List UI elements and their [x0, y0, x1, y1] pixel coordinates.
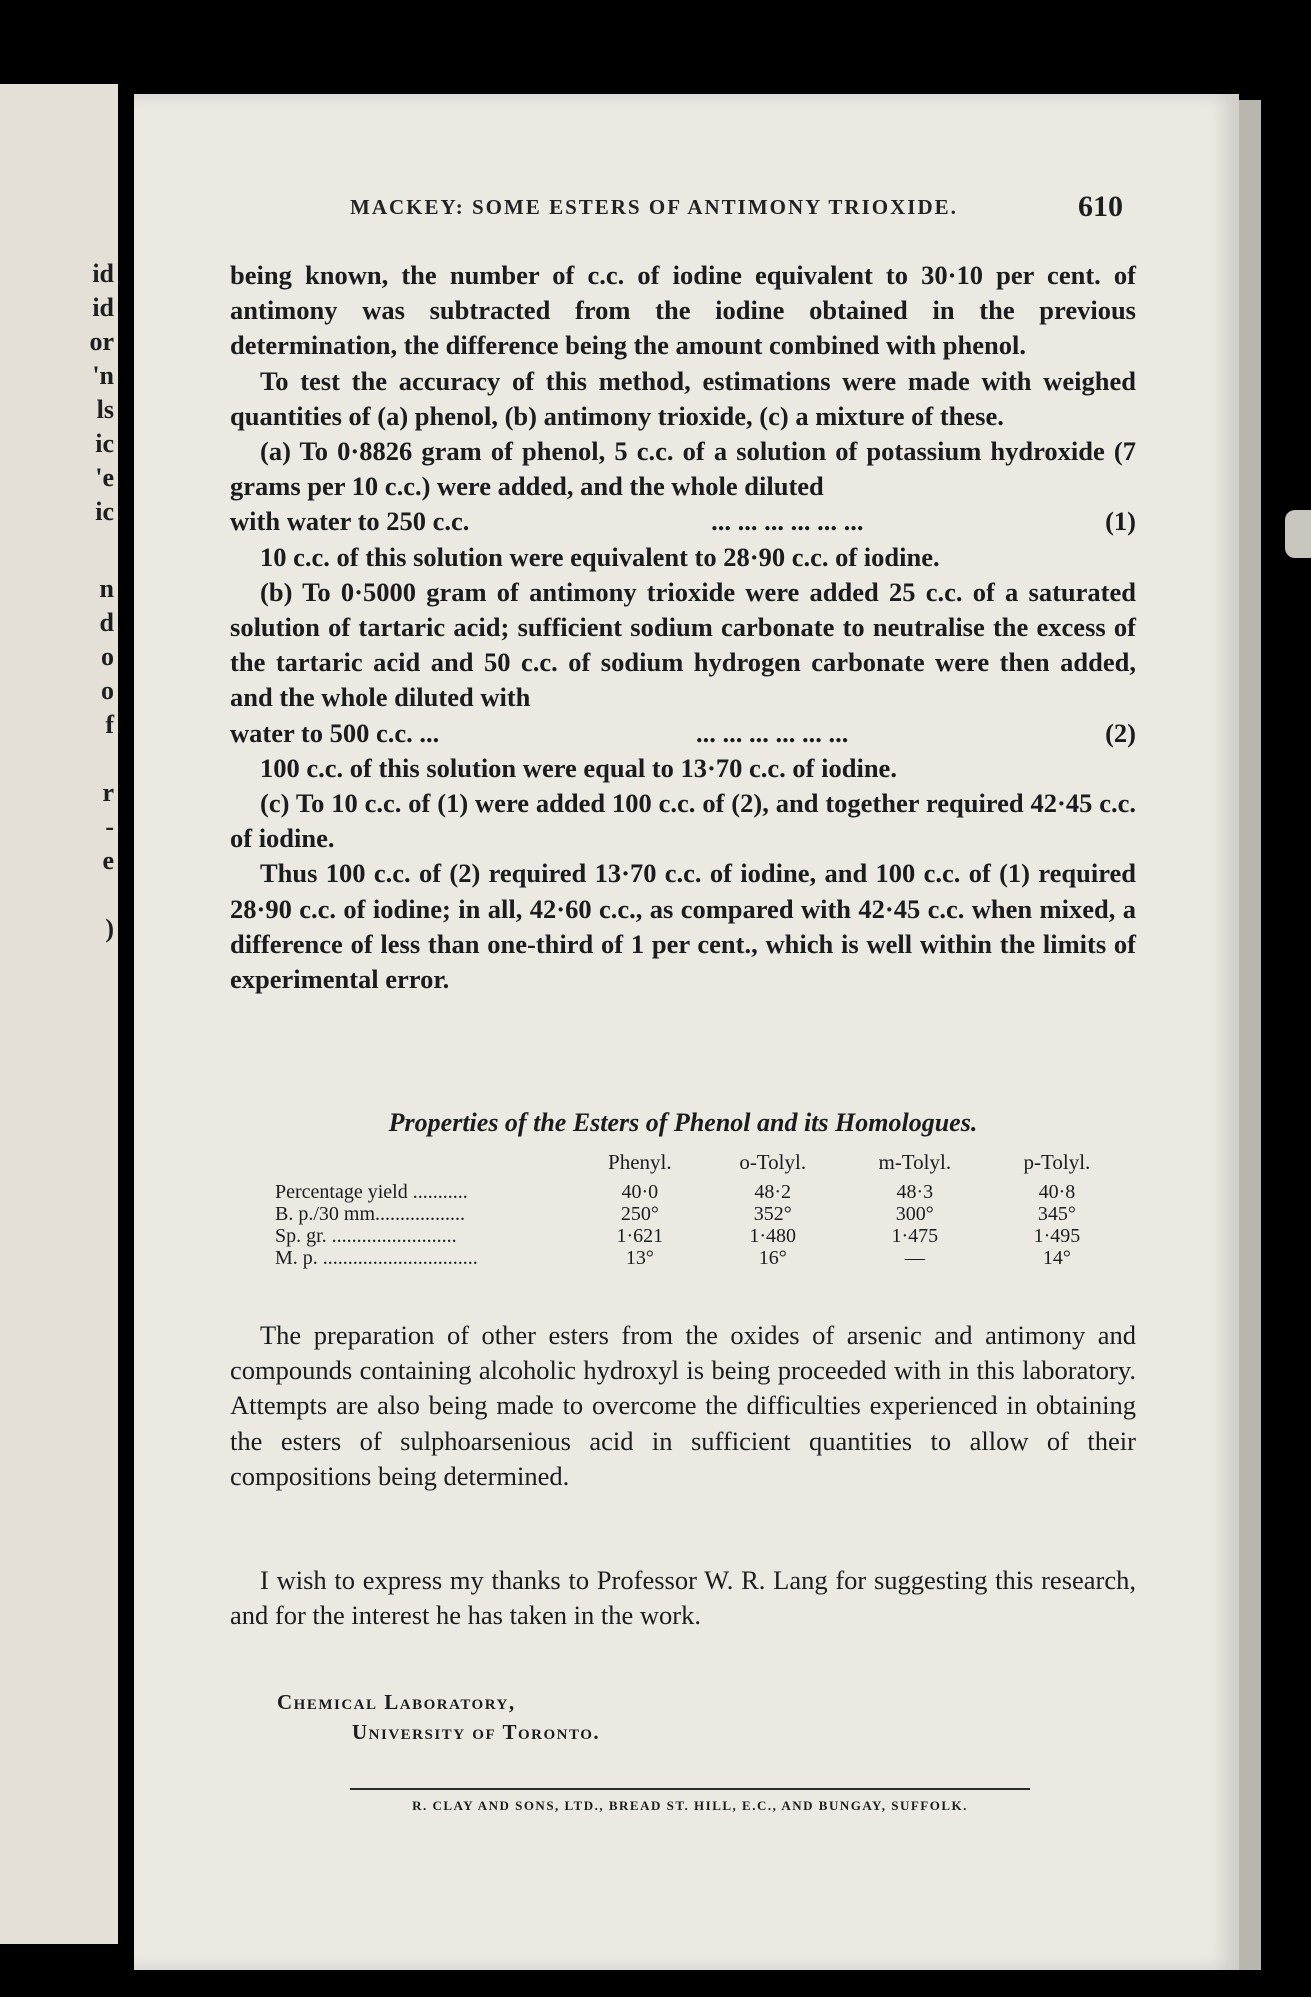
equation-line: [230, 716, 1136, 751]
table-cell: 13°: [625, 1247, 654, 1269]
facing-fragment: f: [105, 710, 114, 739]
facing-page-edge: [0, 84, 118, 1944]
table-cell: 345°: [1037, 1203, 1076, 1225]
paragraph: (b) To 0·5000 gram of antimony trioxide were added 25 c.c. of a saturated solution of tartaric acid; sufficient sodium carbonate to neutralise the excess of the tartaric acid and 50 c.c. of sodium hydrogen carbonate were then added, and the whole diluted with: [230, 576, 1136, 713]
paragraph: 10 c.c. of this solution were equivalent to 28·90 c.c. of iodine.: [260, 541, 940, 572]
printer-imprint: R. CLAY AND SONS, LTD., BREAD ST. HILL, E.C., AND BUNGAY, SUFFOLK.: [412, 1798, 968, 1813]
leader-dots: ... ... ... ... ... ...: [695, 717, 849, 748]
column-header: m-Tolyl.: [878, 1150, 952, 1174]
column-header: Phenyl.: [608, 1150, 672, 1174]
column-header: o-Tolyl.: [739, 1150, 807, 1174]
facing-fragment: ic: [95, 497, 114, 526]
affiliation-line-2: University of Toronto.: [352, 1720, 601, 1744]
table-cell: 1·475: [891, 1225, 939, 1247]
paragraph: Thus 100 c.c. of (2) required 13·70 c.c. of iodine, and 100 c.c. of (1) required 28·90 c.c. of iodine; in all, 42·60 c.c., as compared with 42·45 c.c. when mixed, a difference of less than one-third of 1 per cent., which is well within the limits of experimental error.: [230, 858, 1136, 995]
row-label: Sp. gr. .........................: [275, 1225, 457, 1247]
facing-fragment: ): [105, 914, 114, 943]
table-corner: [275, 1150, 575, 1181]
footer-rule: [350, 1788, 1030, 1790]
table-cell: 1·495: [1033, 1225, 1081, 1247]
acknowledgement-text: [230, 1563, 1136, 1633]
equation-line: [230, 504, 1136, 539]
running-head: MACKEY: SOME ESTERS OF ANTIMONY TRIOXIDE.: [350, 195, 958, 219]
facing-fragment: e: [102, 846, 114, 875]
paragraph: I wish to express my thanks to Professor W. R. Lang for suggesting this research, and for the interest he has taken in the work.: [230, 1565, 1136, 1631]
facing-fragment: r: [102, 778, 114, 807]
table-cell: 40·8: [1038, 1181, 1076, 1203]
row-label: Percentage yield ...........: [275, 1181, 468, 1203]
table-cell: 48·3: [896, 1181, 934, 1203]
table-cell: 16°: [758, 1247, 787, 1269]
table-cell: —: [904, 1247, 925, 1269]
paragraph: The preparation of other esters from the oxides of arsenic and antimony and compounds containing alcoholic hydroxyl is being proceeded with in this laboratory. Attempts are also being made to overcome the difficulties experienced in obtaining the esters of sulphoarsenious acid in sufficient quantities to allow of their compositions being determined.: [230, 1320, 1136, 1491]
paragraph: 100 c.c. of this solution were equal to 13·70 c.c. of iodine.: [260, 752, 897, 783]
properties-table: [275, 1150, 1125, 1269]
affiliation-line-1: Chemical Laboratory,: [277, 1690, 516, 1714]
facing-fragment: id: [92, 259, 114, 288]
table-cell: 300°: [895, 1203, 934, 1225]
table-cell: 1·621: [616, 1225, 664, 1247]
facing-fragment: or: [89, 327, 114, 356]
row-label: B. p./30 mm..................: [275, 1203, 466, 1225]
table-cell: 1·480: [749, 1225, 797, 1247]
table-row: [275, 1181, 1125, 1203]
paragraph: (a) To 0·8826 gram of phenol, 5 c.c. of a solution of potassium hydroxide (7 grams per 10 c.c.) were added, and the whole diluted: [230, 436, 1136, 502]
facing-fragment: o: [101, 676, 114, 705]
facing-fragment: 'n: [92, 361, 114, 390]
page-edge-shadow: [1239, 100, 1261, 1970]
row-label: M. p. ...............................: [275, 1247, 478, 1269]
facing-fragment: n: [99, 574, 114, 603]
table-cell: 352°: [753, 1203, 792, 1225]
equation-number: (2): [1105, 717, 1136, 748]
facing-fragment: 'e: [95, 463, 114, 492]
paragraph: To test the accuracy of this method, estimations were made with weighed quantities of (a) phenol, (b) antimony trioxide, (c) a mixture of these.: [230, 365, 1136, 431]
equation-number: (1): [1105, 506, 1136, 537]
facing-fragment: ls: [96, 395, 114, 424]
closing-text: [230, 1318, 1136, 1494]
table-row: [275, 1203, 1125, 1225]
table-cell: 48·2: [754, 1181, 792, 1203]
table-title: Properties of the Esters of Phenol and its Homologues.: [388, 1108, 978, 1137]
facing-fragment: -: [105, 812, 114, 841]
facing-fragment: id: [92, 293, 114, 322]
line-text: water to 500 c.c. ...: [230, 717, 440, 748]
table-cell: 40·0: [621, 1181, 659, 1203]
line-text: with water to 250 c.c.: [230, 506, 470, 537]
facing-fragment: o: [101, 642, 114, 671]
facing-fragment: d: [99, 608, 114, 637]
column-header: p-Tolyl.: [1023, 1150, 1091, 1174]
facing-fragment: ic: [95, 429, 114, 458]
table-row: [275, 1225, 1125, 1247]
body-text: [230, 258, 1136, 997]
page-number: 610: [1078, 190, 1123, 223]
binder-clip: [1285, 510, 1311, 558]
table-cell: 250°: [620, 1203, 659, 1225]
paragraph: being known, the number of c.c. of iodine equivalent to 30·10 per cent. of antimony was subtracted from the iodine obtained in the previous determination, the difference being the amount combined with phenol.: [230, 260, 1136, 361]
leader-dots: ... ... ... ... ... ...: [711, 506, 864, 537]
table-row: [275, 1247, 1125, 1269]
paragraph: (c) To 10 c.c. of (1) were added 100 c.c. of (2), and together required 42·45 c.c. of iodine.: [230, 788, 1136, 854]
table-cell: 14°: [1042, 1247, 1071, 1269]
